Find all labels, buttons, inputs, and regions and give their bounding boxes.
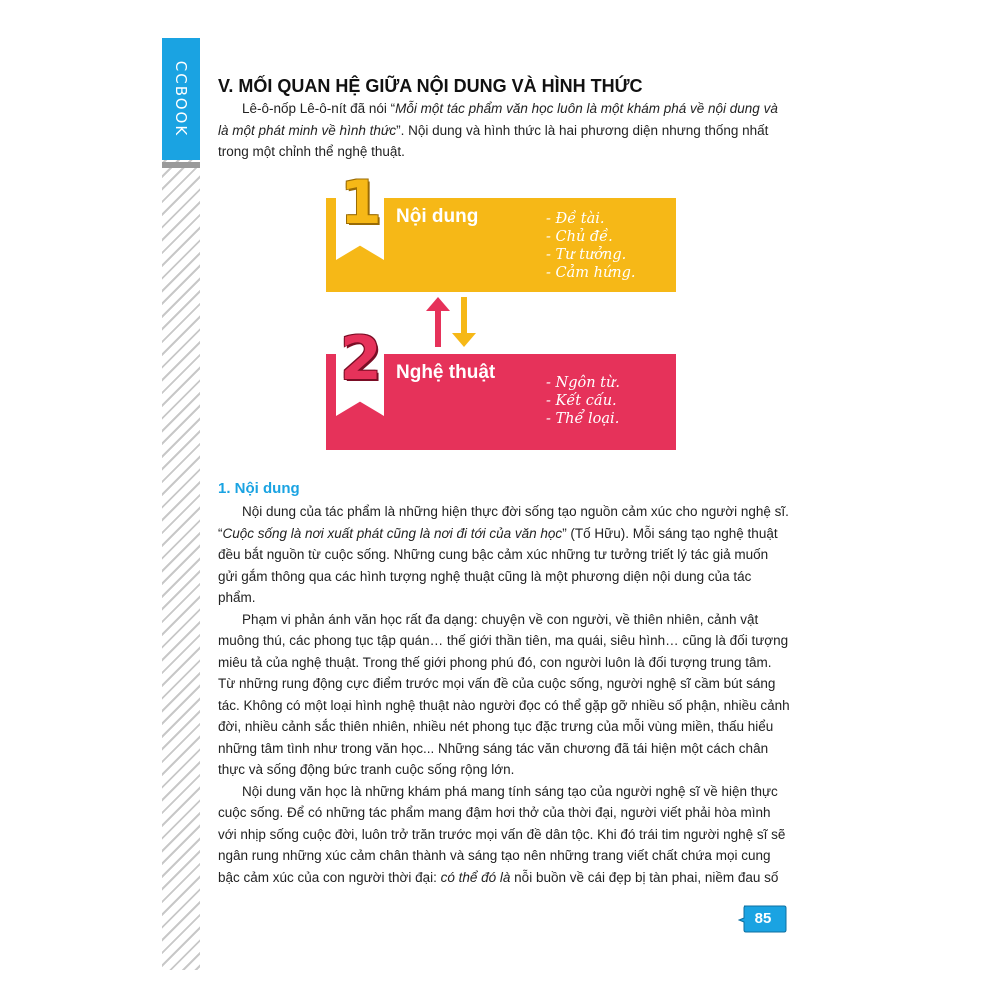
content-list-item: - Đề tài. — [546, 211, 605, 227]
p1-quote: Cuộc sống là nơi xuất phát cũng là nơi đi tới của văn học — [222, 525, 563, 541]
number-two-badge: 2 — [340, 324, 382, 394]
content-list-item: - Cảm hứng. — [546, 265, 636, 281]
p3-text-end: nỗi buồn về cái đẹp bị tàn phai, niềm đau số — [510, 869, 779, 885]
art-box — [326, 324, 676, 450]
intro-text-start: Lê-ô-nốp Lê-ô-nít đã nói “ — [242, 101, 396, 116]
brand-logo — [162, 38, 200, 160]
art-list — [546, 374, 620, 428]
page-spine — [162, 38, 200, 970]
art-list-item: - Kết cấu. — [546, 393, 617, 409]
page-number: 85 — [754, 910, 772, 927]
p3-italic: có thể đó là — [440, 869, 511, 885]
intro-quote: Mỗi một tác phẩm văn học luôn là một khám phá về nội dung và là một phát minh về hình thức — [218, 101, 778, 138]
content-list — [546, 210, 636, 282]
subsection-heading: 1. Nội dung — [218, 480, 300, 497]
number-one-badge: 1 — [340, 168, 382, 238]
content-list-item: - Tư tưởng. — [546, 247, 627, 263]
two-way-arrow-icon — [424, 295, 478, 349]
art-list-item: - Thể loại. — [546, 411, 620, 427]
arrow-down-icon — [452, 297, 476, 347]
p3-text-start: Nội dung văn học là những khám phá mang tính sáng tạo của người nghệ sĩ về hiện thực cuộc sống. Để có những tác phẩm mang đậm hơi thở của thời đại, người viết phải hòa mình với nhịp sống cuộc đời, luôn trở trăn trước mọi vấn đề dân tộc. Khi đó trái tim người nghệ sĩ sẽ ngân rung những xúc cảm chân thành và sáng tạo nên những trang viết chất chứa mọi cung bậc cảm xúc của con người thời đại: — [218, 783, 786, 885]
section-title: V. MỐI QUAN HỆ GIỮA NỘI DUNG VÀ HÌNH THỨC — [218, 76, 643, 96]
intro-text-end: ”. Nội dung và hình thức là hai phương diện nhưng thống nhất trong một chỉnh thể nghệ thuật. — [218, 122, 769, 159]
brand-text: CCBOOK — [172, 60, 190, 138]
content-list-item: - Chủ đề. — [546, 229, 613, 245]
intro-paragraph — [218, 98, 790, 163]
paragraph-1 — [218, 501, 790, 609]
paragraph-3 — [218, 781, 790, 889]
arrow-up-icon — [426, 297, 450, 347]
content-box-title: Nội dung — [396, 206, 479, 227]
p1-text-start: Nội dung của tác phẩm là những hiện thực đời sống tạo nguồn cảm xúc cho người nghệ sĩ. “ — [218, 504, 789, 541]
paragraph-2: Phạm vi phản ánh văn học rất đa dạng: chuyện về con người, về thiên nhiên, cảnh vật muông thú, các phong tục tập quán… thế giới thần tiên, ma quái, siêu hình… cũng là đối tượng miêu tả của nghệ thuật. Trong thế giới phong phú đó, con người luôn là đối tượng trung tâm. Từ những rung động cực điểm trước mọi vấn đề của cuộc sống, người nghệ sĩ cầm bút sáng tác. Không có một loại hình nghệ thuật nào người đọc có thể gặp gỡ nhiều số phận, nhiều cảnh đời, nhiều cảnh sắc thiên nhiên, nhiều nét phong tục đặc trưng của mỗi vùng miền, thấu hiểu những tâm tình như trong văn học... Những sáng tác văn chương đã tái hiện một cách chân thực và sống động bức tranh cuộc sống rộng lớn. — [218, 611, 790, 777]
p1-text-end: ” (Tố Hữu). Mỗi sáng tạo nghệ thuật đều bắt nguồn từ cuộc sống. Những cung bậc cảm xúc những tư tưởng triết lý tác giả muốn gửi gắm thông qua các hình tượng nghệ thuật cũng là một phương diện nội dung của tác phẩm. — [218, 525, 778, 605]
spine-divider — [162, 162, 200, 168]
art-list-item: - Ngôn từ. — [546, 375, 620, 391]
art-box-title: Nghệ thuật — [396, 362, 496, 383]
content-box — [326, 168, 676, 292]
body-text — [218, 501, 790, 888]
